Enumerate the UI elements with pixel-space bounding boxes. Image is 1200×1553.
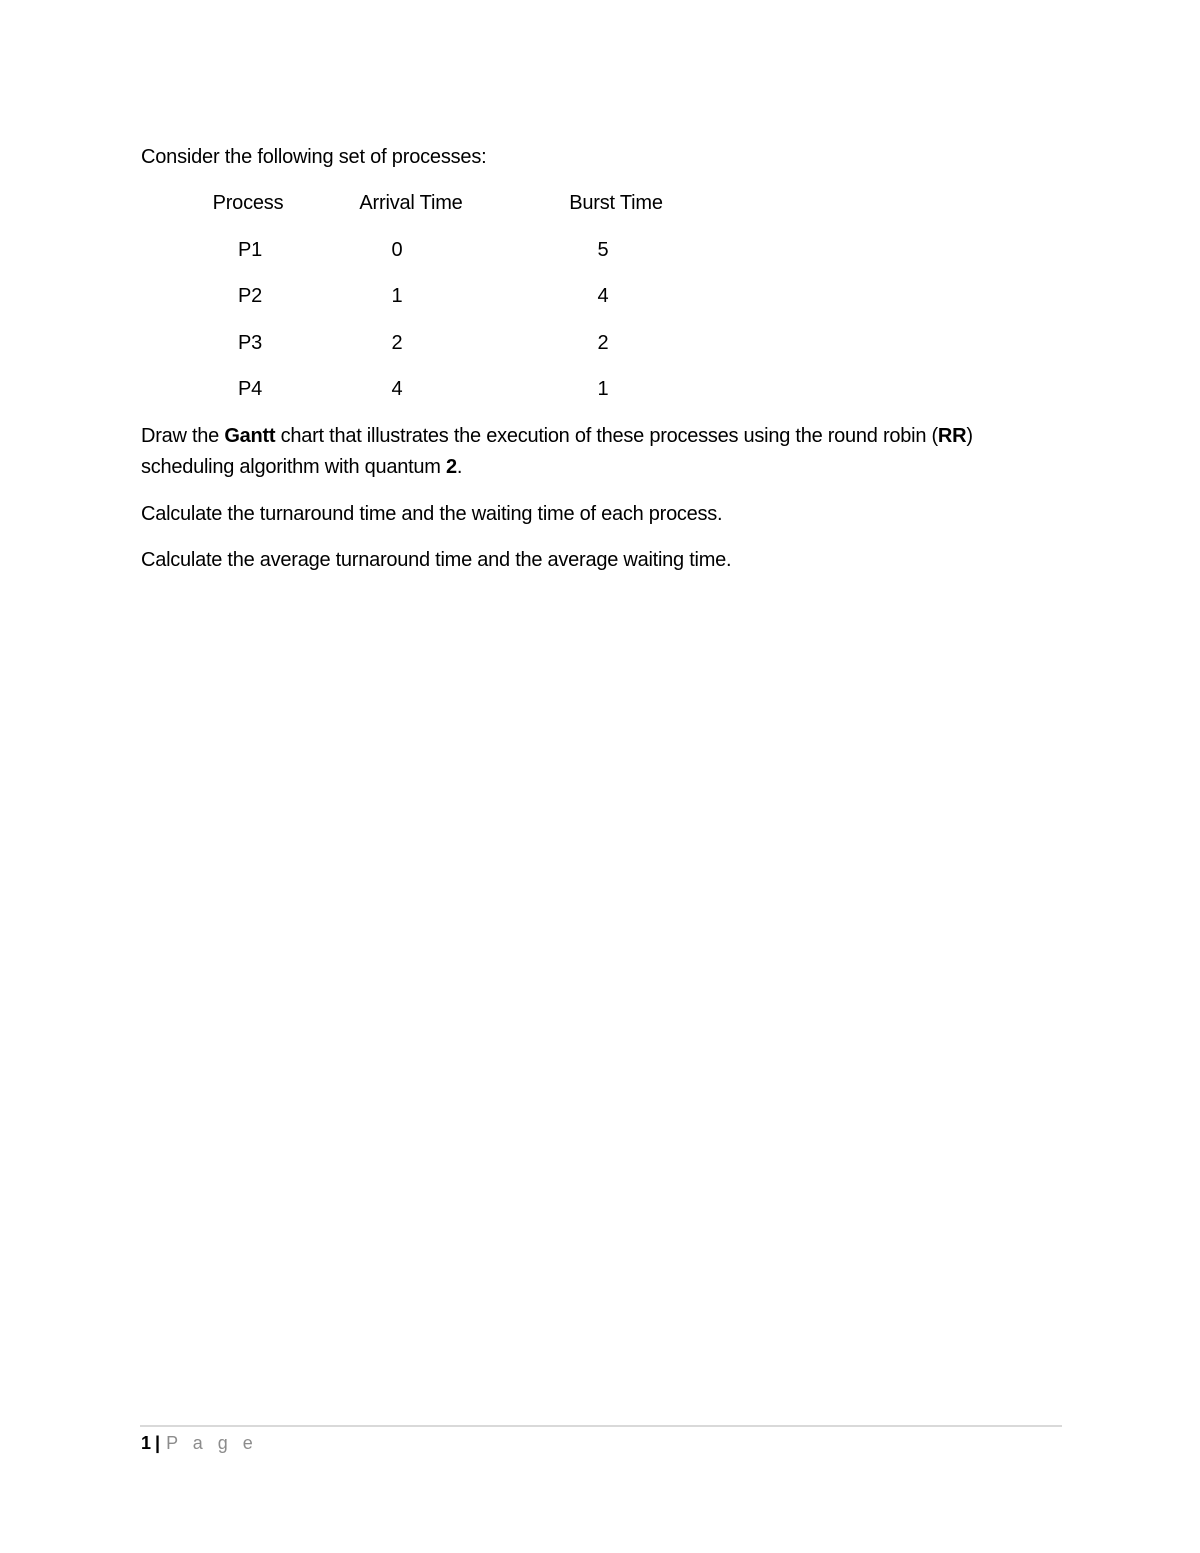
table-cell-arrival: 1 [391, 285, 403, 307]
question-averages: Calculate the average turnaround time and the average waiting time. [141, 549, 732, 571]
question-text: Draw the [141, 425, 225, 447]
question-gantt-chart [141, 421, 1071, 483]
table-cell-arrival: 0 [391, 239, 403, 261]
question-bold-term: Gantt [224, 425, 276, 447]
table-cell-arrival: 4 [391, 378, 403, 400]
table-header-process: Process [212, 192, 284, 214]
footer-separator: | [155, 1433, 161, 1453]
table-cell-process: P1 [237, 239, 263, 261]
question-text: . [456, 456, 463, 478]
table-cell-burst: 2 [597, 332, 609, 354]
intro-text: Consider the following set of processes: [141, 146, 487, 168]
table-cell-arrival: 2 [391, 332, 403, 354]
question-text: scheduling algorithm with quantum [141, 456, 447, 478]
question-bold-term: 2 [446, 456, 457, 478]
table-cell-burst: 4 [597, 285, 609, 307]
page-label: P a g e [166, 1433, 258, 1453]
table-header-arrival-time: Arrival Time [359, 192, 463, 214]
page-number: 1 [141, 1433, 152, 1453]
table-cell-process: P2 [237, 285, 263, 307]
table-cell-burst: 5 [597, 239, 609, 261]
table-cell-process: P4 [237, 378, 263, 400]
footer-divider [140, 1425, 1062, 1427]
question-turnaround-waiting: Calculate the turnaround time and the waiting time of each process. [141, 503, 723, 525]
page-footer [141, 1430, 258, 1456]
question-bold-term: RR [937, 425, 967, 447]
question-text: chart that illustrates the execution of these processes using the round robin ( [275, 425, 938, 447]
question-text: ) [966, 425, 973, 447]
table-cell-burst: 1 [597, 378, 609, 400]
table-header-burst-time: Burst Time [569, 192, 663, 214]
table-cell-process: P3 [237, 332, 263, 354]
